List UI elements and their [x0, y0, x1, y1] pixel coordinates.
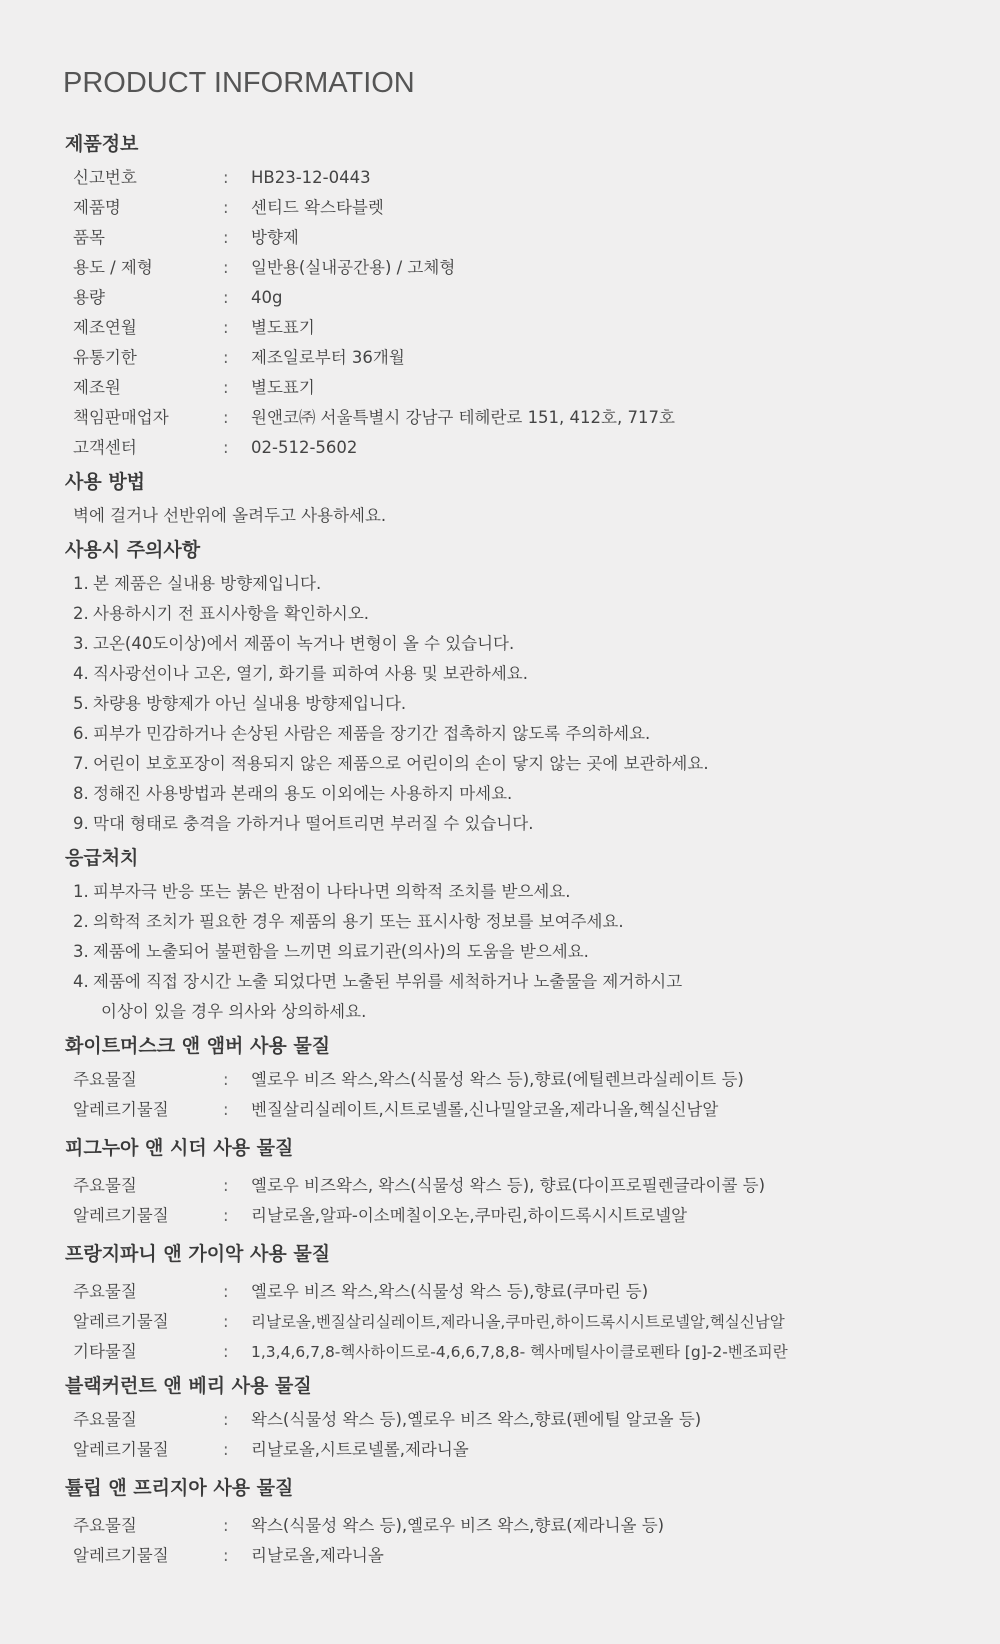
info-value: 원앤코㈜ 서울특별시 강남구 테헤란로 151, 412호, 717호 [251, 408, 675, 427]
substance-value: 옐로우 비즈왁스, 왁스(식물성 왁스 등), 향료(다이프로필렌글라이콜 등) [251, 1176, 765, 1195]
substance-label: 주요물질 [73, 1282, 137, 1301]
list-item [73, 937, 1000, 967]
info-row [73, 403, 1000, 433]
substance-separator: : [223, 1282, 229, 1301]
list-item [73, 809, 1000, 839]
list-text: 직사광선이나 고온, 열기, 화기를 피하여 사용 및 보관하세요. [93, 664, 528, 683]
section-blackcurrant [63, 1367, 1000, 1469]
section-title: 프랑지파니 앤 가이악 사용 물질 [65, 1243, 331, 1265]
section-title: 피그누아 앤 시더 사용 물질 [65, 1137, 294, 1159]
info-label: 용량 [73, 288, 105, 307]
section-frangipani [63, 1235, 1000, 1367]
list-number: 7. [73, 754, 89, 773]
substance-label: 주요물질 [73, 1410, 137, 1429]
info-separator: : [223, 288, 229, 307]
info-separator: : [223, 258, 229, 277]
list-item [73, 967, 1000, 997]
substance-row [73, 1095, 1000, 1125]
substance-separator: : [223, 1410, 229, 1429]
substance-label: 알레르기물질 [73, 1100, 169, 1119]
substance-value: 옐로우 비즈 왁스,왁스(식물성 왁스 등),향료(쿠마린 등) [251, 1282, 649, 1301]
info-value: 제조일로부터 36개월 [251, 348, 405, 367]
list-text: 피부자극 반응 또는 붉은 반점이 나타나면 의학적 조치를 받으세요. [93, 882, 571, 901]
usage-text: 벽에 걸거나 선반위에 올려두고 사용하세요. [73, 506, 387, 525]
list-number: 1. [73, 574, 89, 593]
info-label: 용도 / 제형 [73, 258, 153, 277]
info-row [73, 223, 1000, 253]
list-item [73, 719, 1000, 749]
substance-table [73, 1065, 1000, 1125]
list-text: 고온(40도이상)에서 제품이 녹거나 변형이 올 수 있습니다. [93, 634, 515, 653]
substance-table [73, 1405, 1000, 1465]
list-item [73, 779, 1000, 809]
substance-label: 알레르기물질 [73, 1546, 169, 1565]
section-cautions [63, 531, 1000, 839]
caution-list [73, 569, 1000, 839]
substance-row [73, 1201, 1000, 1231]
section-title: 화이트머스크 앤 앰버 사용 물질 [65, 1035, 331, 1057]
section-title: 제품정보 [65, 133, 139, 155]
substance-row [73, 1277, 1000, 1307]
info-value: 40g [251, 288, 283, 307]
info-label: 제품명 [73, 198, 121, 217]
section-title: 블랙커런트 앤 베리 사용 물질 [65, 1375, 312, 1397]
list-text: 어린이 보호포장이 적용되지 않은 제품으로 어린이의 손이 닿지 않는 곳에 보관하세요. [93, 754, 709, 773]
list-number: 4. [73, 972, 89, 991]
info-row [73, 193, 1000, 223]
substance-separator: : [223, 1206, 229, 1225]
substance-label: 주요물질 [73, 1070, 137, 1089]
substance-table [73, 1171, 1000, 1231]
substance-value: 리날로올,알파-이소메칠이오논,쿠마린,하이드록시시트로넬알 [251, 1206, 688, 1225]
substance-separator: : [223, 1342, 229, 1361]
section-product-info [63, 125, 1000, 463]
info-value: HB23-12-0443 [251, 168, 371, 187]
info-separator: : [223, 348, 229, 367]
section-fig-cedar [63, 1129, 1000, 1235]
list-number: 8. [73, 784, 89, 803]
substance-table [73, 1277, 1000, 1367]
info-label: 제조연월 [73, 318, 137, 337]
info-row [73, 343, 1000, 373]
substance-separator: : [223, 1440, 229, 1459]
list-item-continuation [73, 997, 1000, 1027]
info-row [73, 283, 1000, 313]
info-label: 제조원 [73, 378, 121, 397]
substance-label: 주요물질 [73, 1516, 137, 1535]
substance-label: 알레르기물질 [73, 1206, 169, 1225]
section-title: 사용 방법 [65, 471, 146, 493]
list-item [73, 689, 1000, 719]
substance-value: 리날로올,제라니올 [251, 1546, 384, 1565]
list-text: 차량용 방향제가 아닌 실내용 방향제입니다. [93, 694, 407, 713]
info-row [73, 253, 1000, 283]
list-text: 본 제품은 실내용 방향제입니다. [93, 574, 322, 593]
first-aid-list [73, 877, 1000, 1027]
substance-separator: : [223, 1312, 229, 1331]
info-value: 방향제 [251, 228, 299, 247]
list-number: 1. [73, 882, 89, 901]
list-number: 6. [73, 724, 89, 743]
info-separator: : [223, 438, 229, 457]
substance-row [73, 1541, 1000, 1571]
info-row [73, 163, 1000, 193]
info-row [73, 433, 1000, 463]
info-separator: : [223, 228, 229, 247]
substance-table [73, 1511, 1000, 1571]
info-label: 유통기한 [73, 348, 137, 367]
list-item [73, 569, 1000, 599]
list-item [73, 877, 1000, 907]
list-text: 이상이 있을 경우 의사와 상의하세요. [101, 1002, 367, 1021]
section-tulip [63, 1469, 1000, 1571]
info-separator: : [223, 168, 229, 187]
info-value: 02-512-5602 [251, 438, 358, 457]
list-indent [73, 997, 93, 1027]
substance-separator: : [223, 1546, 229, 1565]
section-first-aid [63, 839, 1000, 1027]
info-separator: : [223, 378, 229, 397]
list-text: 제품에 노출되어 불편함을 느끼면 의료기관(의사)의 도움을 받으세요. [93, 942, 589, 961]
list-number: 3. [73, 942, 89, 961]
substance-value: 왁스(식물성 왁스 등),옐로우 비즈 왁스,향료(펜에틸 알코올 등) [251, 1410, 702, 1429]
info-row [73, 373, 1000, 403]
substance-separator: : [223, 1070, 229, 1089]
substance-separator: : [223, 1176, 229, 1195]
info-label: 신고번호 [73, 168, 137, 187]
substance-value: 벤질살리실레이트,시트로넬롤,신나밀알코올,제라니올,헥실신남알 [251, 1100, 719, 1119]
list-text: 사용하시기 전 표시사항을 확인하시오. [93, 604, 370, 623]
list-number: 9. [73, 814, 89, 833]
page-title: PRODUCT INFORMATION [63, 67, 415, 99]
substance-row [73, 1171, 1000, 1201]
substance-label: 알레르기물질 [73, 1312, 169, 1331]
info-value: 센티드 왁스타블렛 [251, 198, 384, 217]
substance-row [73, 1435, 1000, 1465]
info-row [73, 313, 1000, 343]
substance-row [73, 1307, 1000, 1337]
list-text: 의학적 조치가 필요한 경우 제품의 용기 또는 표시사항 정보를 보여주세요. [93, 912, 624, 931]
info-separator: : [223, 318, 229, 337]
info-separator: : [223, 198, 229, 217]
list-number: 2. [73, 912, 89, 931]
info-value: 별도표기 [251, 318, 315, 337]
info-table [73, 163, 1000, 463]
substance-value: 리날로올,벤질살리실레이트,제라니올,쿠마린,하이드록시시트로넬알,헥실신남알 [251, 1313, 785, 1331]
substance-label: 기타물질 [73, 1342, 137, 1361]
section-white-musk [63, 1027, 1000, 1129]
list-number: 2. [73, 604, 89, 623]
info-value: 별도표기 [251, 378, 315, 397]
list-item [73, 629, 1000, 659]
substance-separator: : [223, 1100, 229, 1119]
substance-separator: : [223, 1516, 229, 1535]
info-label: 품목 [73, 228, 105, 247]
info-value: 일반용(실내공간용) / 고체형 [251, 258, 456, 277]
list-text: 정해진 사용방법과 본래의 용도 이외에는 사용하지 마세요. [93, 784, 513, 803]
info-label: 책임판매업자 [73, 408, 169, 427]
substance-value: 왁스(식물성 왁스 등),옐로우 비즈 왁스,향료(제라니올 등) [251, 1516, 665, 1535]
list-number: 4. [73, 664, 89, 683]
substance-row [73, 1065, 1000, 1095]
info-label: 고객센터 [73, 438, 137, 457]
list-item [73, 907, 1000, 937]
substance-label: 주요물질 [73, 1176, 137, 1195]
substance-value: 1,3,4,6,7,8-헥사하이드로-4,6,6,7,8,8- 헥사메틸사이클로펜타 [g]-2-벤조피란 [251, 1343, 788, 1361]
list-number: 3. [73, 634, 89, 653]
section-title: 응급처치 [65, 847, 139, 869]
section-title: 사용시 주의사항 [65, 539, 201, 561]
list-text: 제품에 직접 장시간 노출 되었다면 노출된 부위를 세척하거나 노출물을 제거하시고 [93, 972, 683, 991]
substance-row [73, 1511, 1000, 1541]
info-separator: : [223, 408, 229, 427]
section-title: 튤립 앤 프리지아 사용 물질 [65, 1477, 294, 1499]
list-item [73, 659, 1000, 689]
substance-row [73, 1405, 1000, 1435]
list-item [73, 599, 1000, 629]
substance-row [73, 1337, 1000, 1367]
list-text: 피부가 민감하거나 손상된 사람은 제품을 장기간 접촉하지 않도록 주의하세요. [93, 724, 651, 743]
section-usage [63, 463, 1000, 531]
substance-value: 리날로올,시트로넬롤,제라니올 [251, 1440, 469, 1459]
list-item [73, 749, 1000, 779]
substance-label: 알레르기물질 [73, 1440, 169, 1459]
list-text: 막대 형태로 충격을 가하거나 떨어트리면 부러질 수 있습니다. [93, 814, 534, 833]
substance-value: 옐로우 비즈 왁스,왁스(식물성 왁스 등),향료(에틸렌브라실레이트 등) [251, 1070, 744, 1089]
list-number: 5. [73, 694, 89, 713]
